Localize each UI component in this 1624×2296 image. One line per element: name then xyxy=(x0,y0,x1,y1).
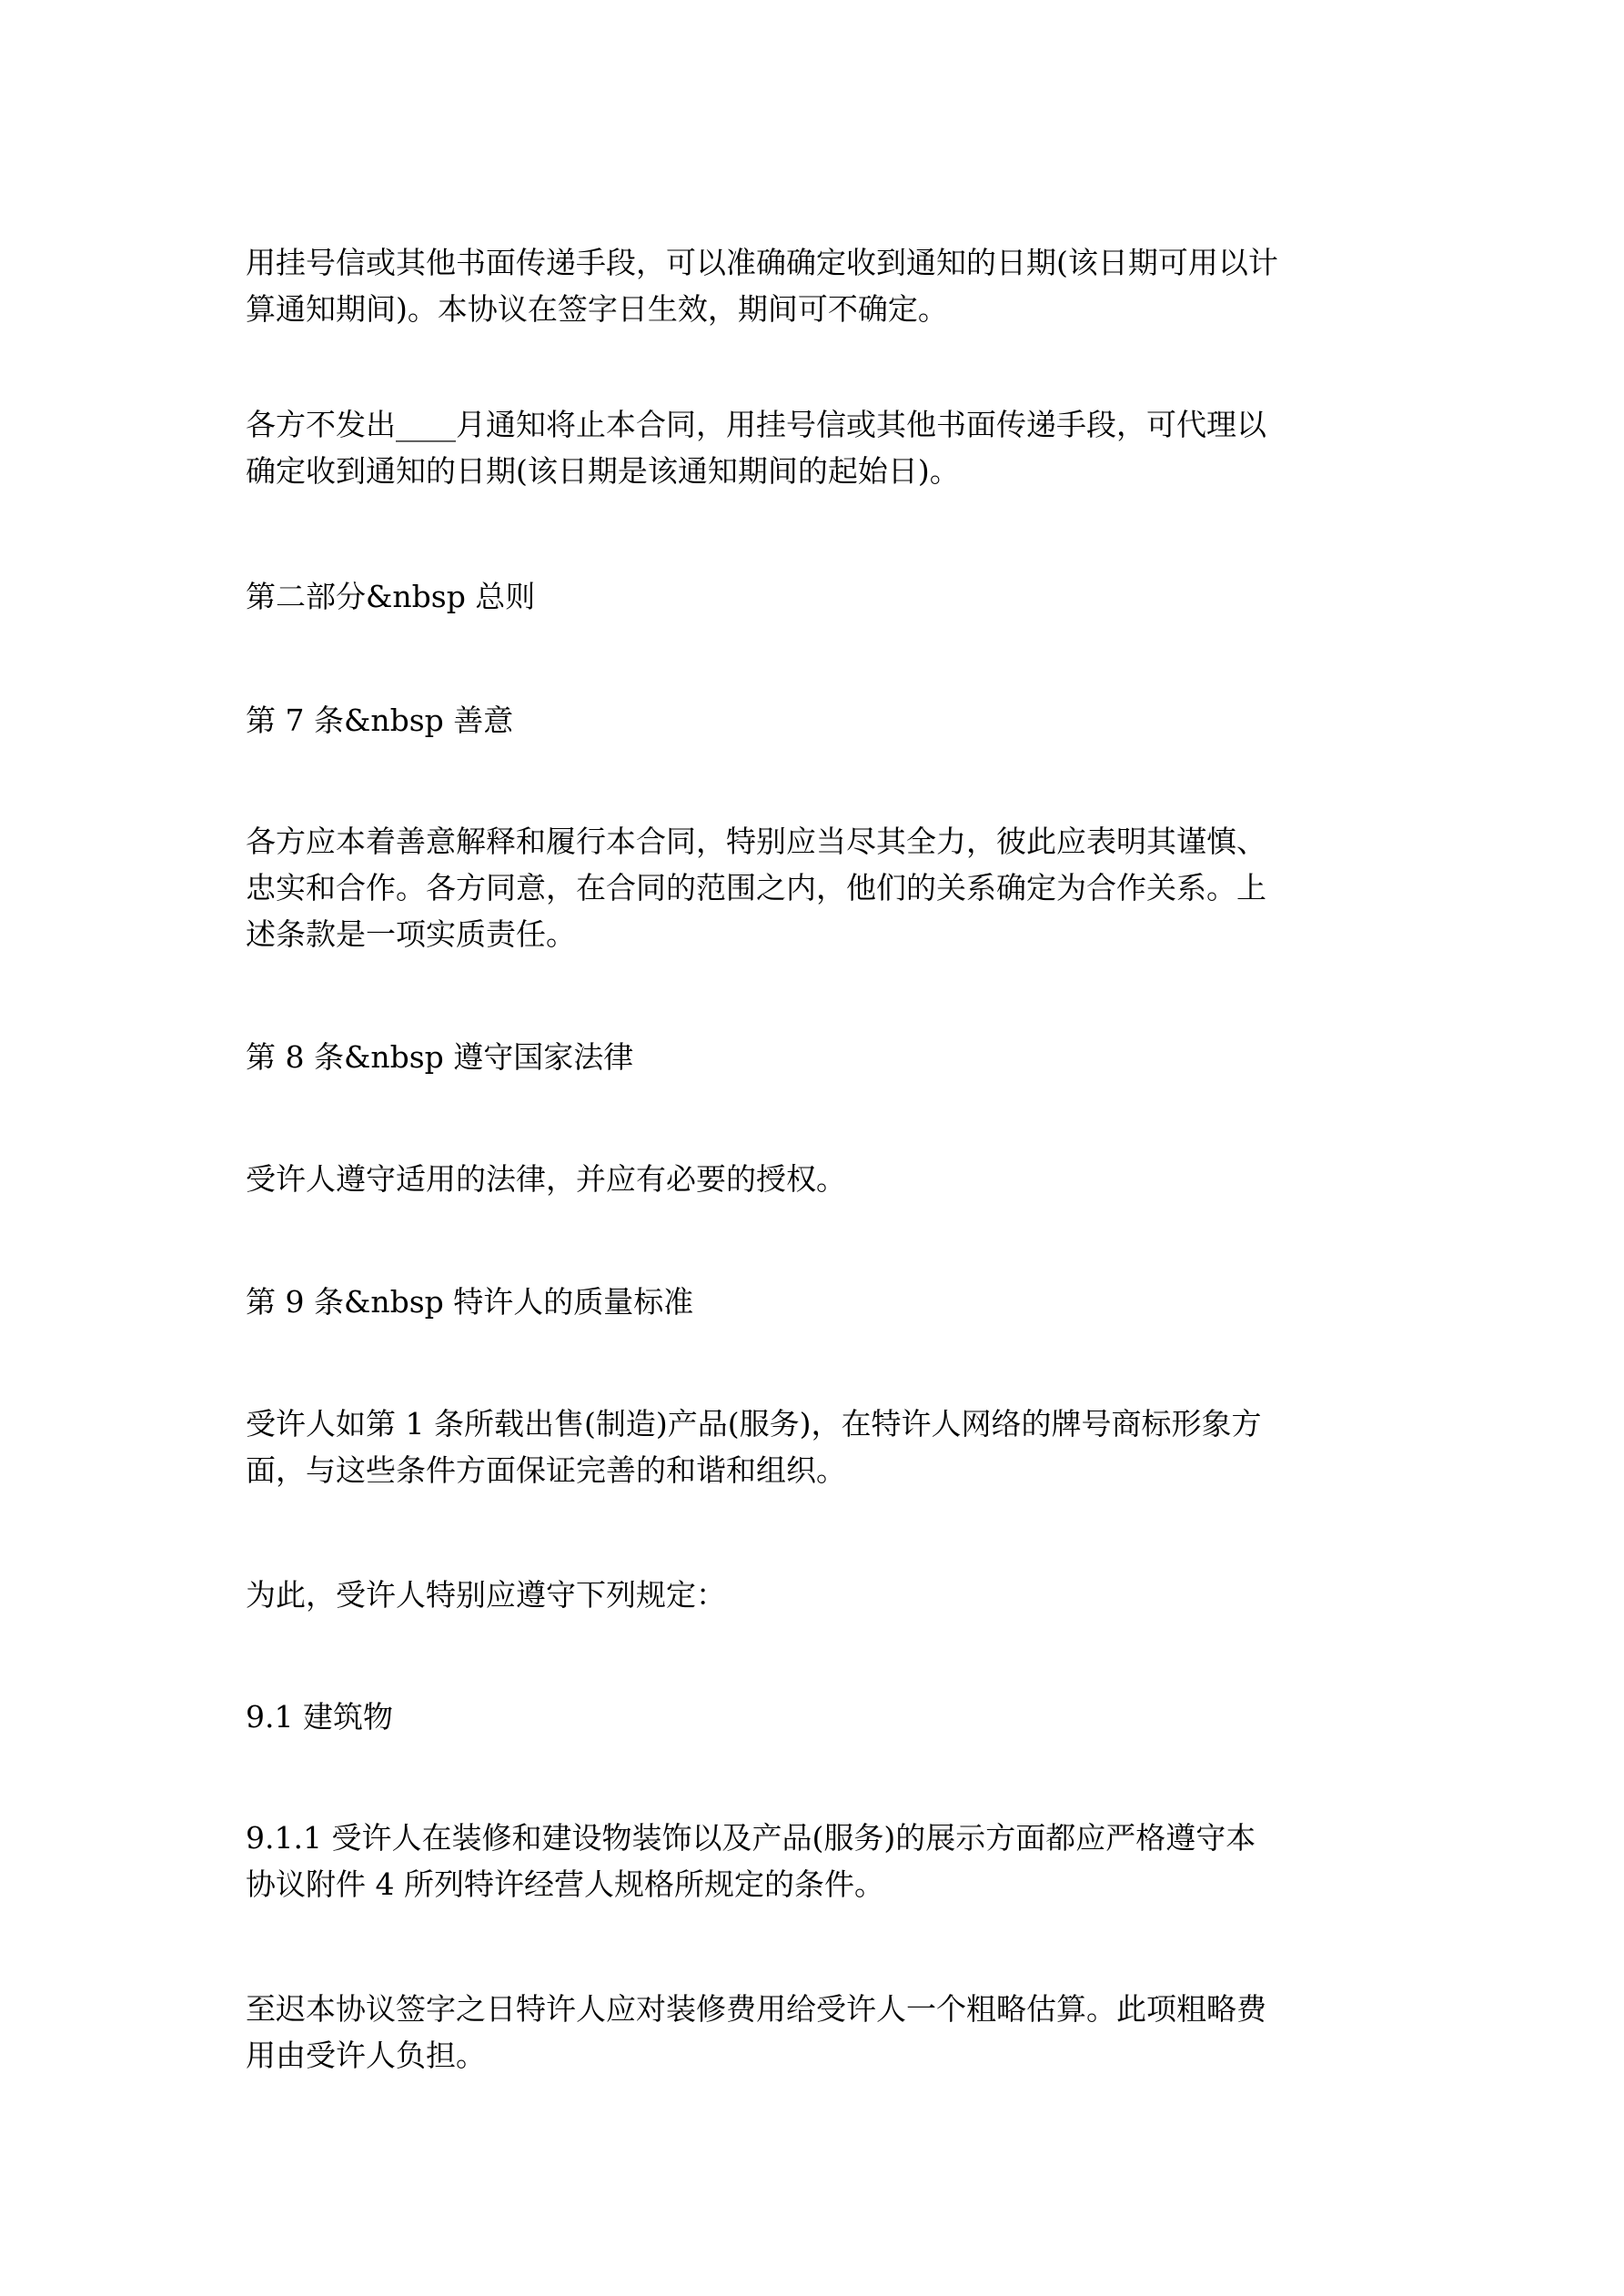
text-line: 算通知期间)。本协议在签字日生效，期间可不确定。 xyxy=(246,291,948,327)
heading-text: 9.1 建筑物 xyxy=(246,1699,393,1735)
text-line: 用挂号信或其他书面传递手段，可以准确确定收到通知的日期(该日期可用以计 xyxy=(246,245,1278,280)
text-line: 各方不发出____月通知将止本合同，用挂号信或其他书面传递手段，可代理以 xyxy=(246,407,1266,442)
subsection-heading-9-1 xyxy=(246,1694,1397,1740)
text-line: 为此，受许人特别应遵守下列规定： xyxy=(246,1577,726,1613)
text-line: 受许人遵守适用的法律，并应有必要的授权。 xyxy=(246,1161,846,1197)
text-line: 至迟本协议签字之日特许人应对装修费用给受许人一个粗略估算。此项粗略费 xyxy=(246,1991,1266,2027)
text-line: 各方应本着善意解释和履行本合同，特别应当尽其全力，彼此应表明其谨慎、 xyxy=(246,824,1266,859)
heading-text: 第 8 条&nbsp 遵守国家法律 xyxy=(246,1039,634,1075)
text-line: 面，与这些条件方面保证完善的和谐和组织。 xyxy=(246,1452,846,1488)
text-line: 9.1.1 受许人在装修和建设物装饰以及产品(服务)的展示方面都应严格遵守本 xyxy=(246,1820,1256,1856)
text-line: 协议附件 4 所列特许经营人规格所规定的条件。 xyxy=(246,1866,884,1902)
text-line: 受许人如第 1 条所载出售(制造)产品(服务)，在特许人网络的牌号商标形象方 xyxy=(246,1406,1262,1441)
paragraph-termination-notice xyxy=(246,401,1397,494)
paragraph-9-1-1 xyxy=(246,1815,1397,1907)
text-line: 确定收到通知的日期(该日期是该通知期间的起始日)。 xyxy=(246,453,960,489)
paragraph-notice-method xyxy=(246,239,1397,332)
heading-text: 第 7 条&nbsp 善意 xyxy=(246,703,514,738)
paragraph-cost-estimate xyxy=(246,1986,1397,2079)
section-heading-part-two xyxy=(246,573,1397,620)
article-heading-8 xyxy=(246,1034,1397,1080)
text-line: 忠实和合作。各方同意，在合同的范围之内，他们的关系确定为合作关系。上 xyxy=(246,870,1266,905)
article-heading-9 xyxy=(246,1279,1397,1325)
paragraph-compliance xyxy=(246,1156,1397,1202)
heading-text: 第 9 条&nbsp 特许人的质量标准 xyxy=(246,1284,694,1320)
paragraph-provisions-intro xyxy=(246,1572,1397,1618)
text-line: 用由受许人负担。 xyxy=(246,2038,486,2073)
article-heading-7 xyxy=(246,697,1397,743)
heading-text: 第二部分&nbsp 总则 xyxy=(246,579,536,614)
paragraph-quality-standard xyxy=(246,1401,1397,1493)
paragraph-good-faith xyxy=(246,818,1397,957)
text-line: 述条款是一项实质责任。 xyxy=(246,916,576,952)
